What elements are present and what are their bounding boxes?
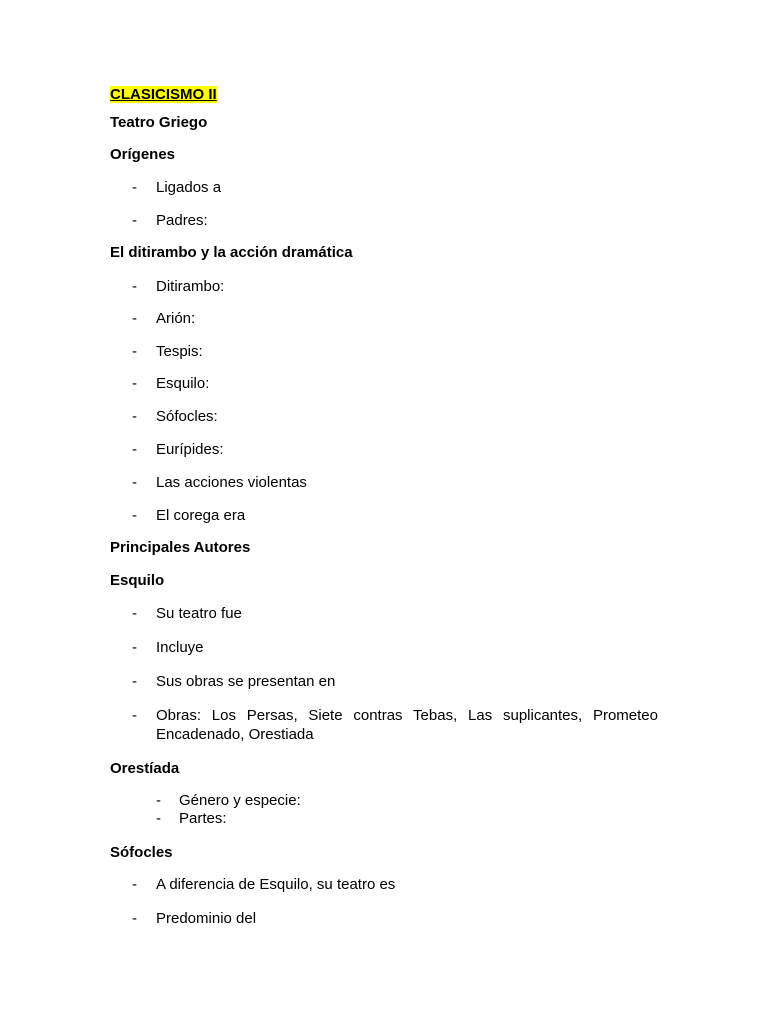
list-item-text: Sófocles: [156, 408, 218, 425]
list-dash: - [132, 707, 137, 724]
list-item-text: Tespis: [156, 343, 203, 360]
list-item-text: Arión: [156, 310, 196, 327]
list-dash: - [132, 212, 137, 229]
heading-origenes: Orígenes [110, 146, 176, 163]
list-item-text: Su teatro fue [156, 605, 242, 622]
heading-sofocles: Sófocles [110, 844, 173, 861]
list-dash: - [132, 507, 137, 524]
list-dash: - [132, 673, 137, 690]
list-dash: - [132, 910, 137, 927]
list-dash: - [132, 876, 137, 893]
list-dash: - [132, 605, 137, 622]
list-item-text: Padres: [156, 212, 208, 229]
heading-teatro-griego: Teatro Griego [110, 114, 208, 131]
heading-principales-autores: Principales Autores [110, 539, 251, 556]
list-item-text: El corega era [156, 507, 246, 524]
list-item-text: Ditirambo: [156, 278, 225, 295]
list-dash: - [132, 441, 137, 458]
list-item-text: Sus obras se presentan en [156, 673, 336, 690]
list-dash: - [132, 343, 137, 360]
list-item-text: Incluye [156, 639, 204, 656]
list-dash: - [132, 639, 137, 656]
list-dash: - [132, 375, 137, 392]
list-item-text: Las acciones violentas [156, 474, 307, 491]
heading-ditirambo: El ditirambo y la acción dramática [110, 244, 353, 261]
list-item-text: Ligados a [156, 179, 222, 196]
list-dash: - [156, 810, 161, 827]
list-dash: - [132, 278, 137, 295]
list-dash: - [132, 310, 137, 327]
title-highlight: CLASICISMO II [110, 86, 217, 103]
list-dash: - [132, 179, 137, 196]
list-dash: - [156, 792, 161, 809]
list-item-text: Predominio del [156, 910, 257, 927]
document-title [110, 85, 217, 104]
list-dash: - [132, 408, 137, 425]
list-item-text: Partes: [179, 810, 227, 827]
list-dash: - [132, 474, 137, 491]
heading-esquilo: Esquilo [110, 572, 165, 589]
list-item-text: A diferencia de Esquilo, su teatro es [156, 876, 396, 893]
heading-orestiada: Orestíada [110, 760, 180, 777]
list-item-text: Eurípides: [156, 441, 224, 458]
list-item-text: Esquilo: [156, 375, 210, 392]
list-item-text: Género y especie: [179, 792, 301, 809]
esquilo-obras-text: Obras: Los Persas, Siete contras Tebas, Las suplicantes, Prometeo Encadenado, Orestiada [156, 707, 658, 743]
